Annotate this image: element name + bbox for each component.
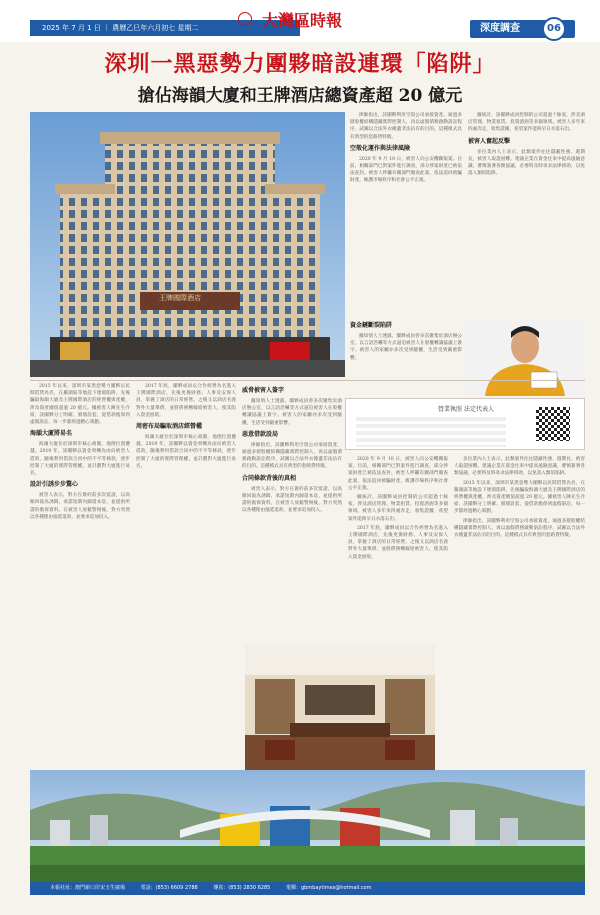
section-heading: 合同條款背後的真相: [242, 474, 297, 482]
article-column-mid-right: 資金鏈斷裂陷阱 據知情人士透露，團夥成員曾多次聚集於酒店辦公室，以言語恐嚇等方式逼迫被害人在股權轉讓協議上簽字。被害人的家屬亦多次受到騷擾，生活受到嚴重影響。: [350, 322, 462, 361]
footer-tel: 電話：(853) 6609 2788: [140, 885, 198, 891]
footer-email: 電郵：gbmbaytimes@hotmail.com: [285, 885, 372, 891]
section-heading: 被害人奮起反擊: [468, 137, 511, 145]
footer-fax: 傳真：(853) 2830 6285: [213, 885, 271, 891]
qr-code-icon: [536, 407, 570, 441]
page-number: 06: [542, 17, 566, 41]
article-column-5: 多位業內人士表示，此類案件往往隱蔽性強、週期長，被害人取證困難。建議企業在資金往來中提高風險意識，審慎簽署各類協議，必要時及時尋求法律援助，以免落入類似陷阱。 2015 年以來，深圳市某黑惡勢力團夥以民間借貸為名，在羅湖區等地設下連環陷阱，先後騙取海韻大廈及王牌國際酒店的經營權與產權，涉及資產總值超過 20 億元。據被害人陳先生介紹，該團夥分工明確、層層設套，從借款擔保到虛假訴訟，每一步都經過精心策劃。 律師指出，該團夥利用空殼公司承接資產，通過多層股權結構隱藏實際控制人，再以虛假債務啟動訴訟程序，試圖以合法外衣掩蓋非法佔有的目的。這種模式具有典型的套路貸特徵。: [454, 457, 585, 539]
section-tag: 深度調查: [470, 20, 575, 38]
masthead-seal-icon: [238, 12, 252, 26]
hotel-sign: 王牌國際酒店: [159, 294, 201, 302]
masthead-logo: 大灣區時報: [261, 11, 342, 30]
section-heading: 空殼化運作與法律風險: [350, 144, 411, 152]
article-column-top-right-1: 律師指出，該團夥利用空殼公司承接資產，通過多層股權結構隱藏實際控制人，再以虛假債務啟動訴訟程序，試圖以合法外衣掩蓋非法佔有的目的。這種模式具有典型的套路貸特徵。 空殼化運作與法律風險 2020 年 9 月 10 日，被害人向公安機關報案。目前，相關部門已對案件進行調查，部分涉案財產已被依法查封。被害人呼籲有關部門徹查此案，依法追回被騙財產，維護市場秩序和社會公平正義。: [350, 113, 462, 184]
section-heading: 威脅被害人簽字: [242, 387, 285, 394]
date-line: 2025 年 7 月 1 日 ｜ 農曆乙巳年六月初七 星期二: [30, 20, 300, 36]
article-column-1: 2015 年以來，深圳市某黑惡勢力團夥以民間借貸為名，在羅湖區等地設下連環陷阱，先後騙取海韻大廈及王牌國際酒店的經營權與產權，涉及資產總值超過 20 億元。據被害人陳先生介紹，該團夥分工明確、層層設套，從借款擔保到虛假訴訟，每一步都經過精心策劃。 海韻大廈將易名 海韻大廈位於深圳市核心商圈，地理位置優越。2019 年，該團夥以資金周轉為由向被害人借款，隨後利用借款合同中的不平等條款，逐步控制了大廈的實際管理權，並計劃對大廈進行易名。 設計引誘步步驚心 被害人表示，對方在簽約前多次宴請，以高額回報為誘餌，承諾短期內歸還本息，並提供所謂的擔保資料。在被害人放鬆警惕後，對方突然以各種理由拖延還款，並要求追加投入。: [30, 384, 130, 520]
article-column-4: 2020 年 9 月 10 日，被害人向公安機關報案。目前，相關部門已對案件進行調查，部分涉案財產已被依法查封。被害人呼籲有關部門徹查此案，依法追回被騙財產，維護市場秩序和社會公平正義。 據統計，該團夥成員控制的公司超過十餘家，涉及酒店管理、物業租賃、投資諮詢等多個領域。被害人多年來四處奔走，收集證據，希望案件能夠早日水落石出。 2017 年底，團夥成員以合作經營為名進入王牌國際酒店，先後更換財務、人事及安保人員，掌握了酒店的日常經營。之後又以酒店名義對外大量舉債，並將債務轉嫁給被害人，使其陷入資金困境。: [348, 457, 448, 560]
section-heading: 資金鏈斷裂陷阱: [350, 322, 393, 329]
article-column-top-right-2: 據統計，該團夥成員控制的公司超過十餘家，涉及酒店管理、物業租賃、投資諮詢等多個領域。被害人多年來四處奔走，收集證據，希望案件能夠早日水落石出。 被害人奮起反擊 多位業內人士表示，此類案件往往隱蔽性強、週期長，被害人取證困難。建議企業在資金往來中提高風險意識，審慎簽署各類協議，必要時及時尋求法律援助，以免落入類似陷阱。: [468, 113, 585, 177]
city-skyline-photo: [30, 770, 585, 882]
article-column-2: 2017 年底，團夥成員以合作經營為名進入王牌國際酒店，先後更換財務、人事及安保人員，掌握了酒店的日常經營。之後又以酒店名義對外大量舉債，並將債務轉嫁給被害人，使其陷入資金困境。 周密布局騙取酒店經營權 海韻大廈位於深圳市核心商圈，地理位置優越。2019 年，該團夥以資金周轉為由向被害人借款，隨後利用借款合同中的不平等條款，逐步控制了大廈的實際管理權，並計劃對大廈進行易名。: [136, 384, 236, 469]
victim-portrait-photo: [465, 318, 585, 396]
section-heading: 海韻大廈將易名: [30, 430, 73, 438]
footer-address: 本報社址：澳門新口岸宋玉生廣場: [50, 885, 126, 891]
office-interior-photo: [245, 645, 435, 770]
section-heading: 設計引誘步步驚心: [30, 481, 79, 489]
hotel-building-photo: [30, 112, 345, 377]
section-heading: 周密布局騙取酒店經營權: [136, 423, 203, 431]
headline: 深圳一黑惡勢力團夥暗設連環「陷阱」: [104, 51, 496, 77]
section-heading: 惡意借款設局: [242, 430, 279, 438]
article-column-3: 威脅被害人簽字 據知情人士透露，團夥成員曾多次聚集於酒店辦公室，以言語恐嚇等方式逼迫被害人在股權轉讓協議上簽字。被害人的家屬亦多次受到騷擾，生活受到嚴重影響。 惡意借款設局 律師指出，該團夥利用空殼公司承接資產，通過多層股權結構隱藏實際控制人，再以虛假債務啟動訴訟程序，試圖以合法外衣掩蓋非法佔有的目的。這種模式具有典型的套路貸特徵。 合同條款背後的真相 被害人表示，對方在簽約前多次宴請，以高額回報為誘餌，承諾短期內歸還本息，並提供所謂的擔保資料。在被害人放鬆警惕後，對方突然以各種理由拖延還款，並要求追加投入。: [242, 387, 342, 514]
business-license-image: 營業執照 法定代表人: [345, 398, 585, 450]
subheadline: 搶佔海韻大廈和王牌酒店總資產超 20 億元: [137, 86, 463, 106]
divider: [30, 380, 585, 381]
footer-bar: [30, 882, 585, 895]
